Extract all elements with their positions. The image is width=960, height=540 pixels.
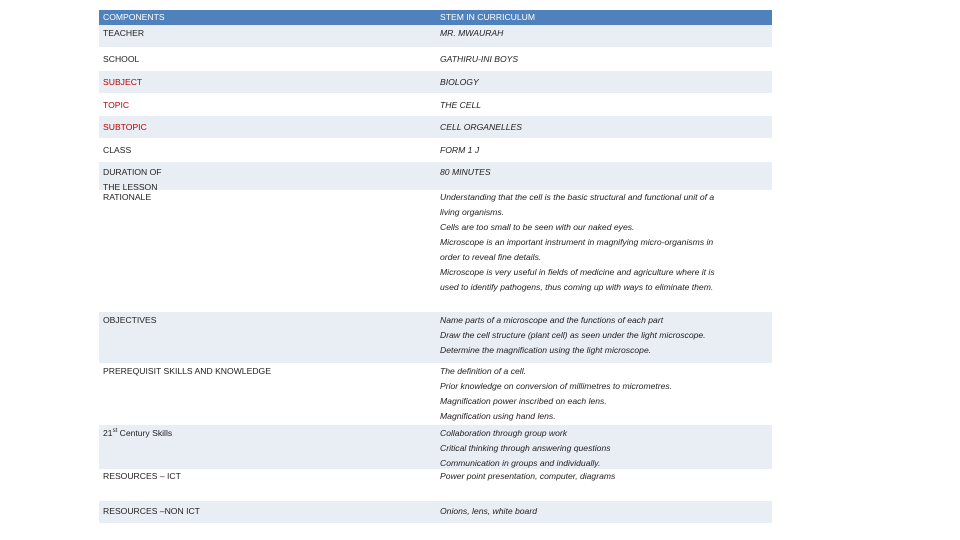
row-value (436, 364, 772, 424)
text-line: Determine the magnification using the light microscope. (440, 345, 652, 355)
row-label-number: 21 (103, 428, 113, 438)
table-row-rationale (99, 190, 772, 311)
table-row-school (99, 47, 772, 70)
text-line: order to reveal fine details. (440, 252, 542, 262)
table-row-class (99, 138, 772, 161)
text-line: Draw the cell structure (plant cell) as seen under the light microscope. (440, 330, 706, 340)
header-components: COMPONENTS (103, 12, 165, 22)
row-label: TEACHER (103, 28, 145, 38)
row-value: GATHIRU-INI BOYS (440, 54, 519, 64)
row-value (436, 190, 772, 311)
text-line: Communication in groups and individually. (440, 458, 601, 468)
text-line: The definition of a cell. (440, 366, 526, 376)
text-line: Name parts of a microscope and the functions of each part (440, 315, 664, 325)
row-value: FORM 1 J (440, 145, 480, 155)
table-row-duration (99, 161, 772, 190)
table-row-century-skills (99, 424, 772, 469)
text-line: Cells are too small to be seen with our naked eyes. (440, 222, 635, 232)
table-row-objectives (99, 311, 772, 363)
row-label: RATIONALE (103, 192, 152, 202)
text-line: Magnification using hand lens. (440, 411, 556, 421)
row-label-text: Century Skills (117, 428, 173, 438)
text-line: Prior knowledge on conversion of millimetres to micrometres. (440, 381, 673, 391)
row-label: TOPIC (103, 100, 130, 110)
row-label (99, 425, 436, 469)
row-value: CELL ORGANELLES (440, 122, 522, 132)
text-line: Understanding that the cell is the basic structural and functional unit of a (440, 192, 715, 202)
row-value: MR. MWAURAH (440, 28, 504, 38)
row-label: PREREQUISIT SKILLS AND KNOWLEDGE (103, 366, 271, 376)
table-row-subtopic (99, 115, 772, 138)
row-label: RESOURCES – ICT (103, 471, 181, 481)
row-value: BIOLOGY (440, 77, 479, 87)
row-value: THE CELL (440, 100, 482, 110)
row-label-superscript: st (112, 428, 118, 435)
text-line: Critical thinking through answering questions (440, 443, 611, 453)
row-label: RESOURCES –NON ICT (103, 506, 200, 516)
row-label: CLASS (103, 145, 132, 155)
lesson-plan-table (99, 10, 772, 523)
text-line: living organisms. (440, 207, 504, 217)
row-value: Power point presentation, computer, diagrams (440, 471, 616, 481)
table-row-resources-non-ict (99, 500, 772, 523)
text-line: Microscope is an important instrument in magnifying micro-organisms in (440, 237, 714, 247)
row-value: Onions, lens, white board (440, 506, 537, 516)
row-label: SUBTOPIC (103, 122, 147, 132)
row-label-line: DURATION OF (103, 167, 162, 177)
table-row-topic (99, 93, 772, 115)
row-label: OBJECTIVES (103, 315, 157, 325)
row-label (99, 162, 436, 190)
row-value: 80 MINUTES (440, 167, 491, 177)
table-header (99, 10, 772, 25)
table-row-subject (99, 70, 772, 93)
row-value (436, 312, 772, 363)
row-value (436, 425, 772, 469)
text-line: Collaboration through group work (440, 428, 568, 438)
row-label: SUBJECT (103, 77, 143, 87)
table-row-resources-ict (99, 469, 772, 500)
row-label: SCHOOL (103, 54, 140, 64)
text-line: Microscope is very useful in fields of medicine and agriculture where it is (440, 267, 715, 277)
table-row-prerequisites (99, 363, 772, 424)
text-line: Magnification power inscribed on each lens. (440, 396, 607, 406)
table-row-teacher (99, 25, 772, 47)
text-line: used to identify pathogens, thus coming up with ways to eliminate them. (440, 282, 714, 292)
header-stem: STEM IN CURRICULUM (440, 12, 536, 22)
row-label-line: THE LESSON (103, 182, 158, 192)
